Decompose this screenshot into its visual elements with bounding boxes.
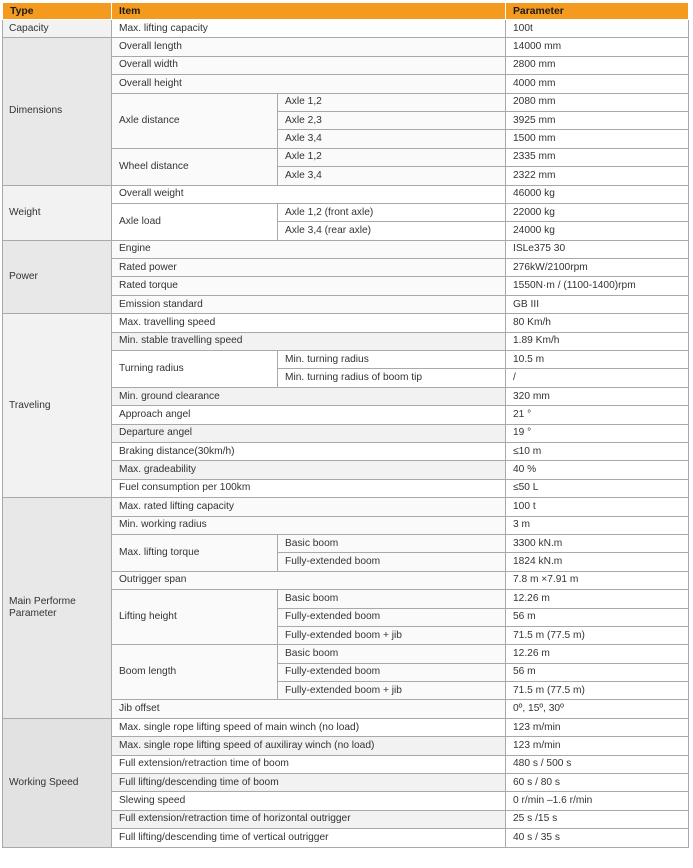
item-cell: Min. stable travelling speed xyxy=(112,332,506,350)
parameter-cell: ISLe375 30 xyxy=(506,240,689,258)
parameter-cell: 4000 mm xyxy=(506,75,689,93)
sub-item-cell: Min. turning radius of boom tip xyxy=(278,369,506,387)
parameter-cell: 46000 kg xyxy=(506,185,689,203)
parameter-cell: 320 mm xyxy=(506,387,689,405)
parameter-cell: 12.26 m xyxy=(506,590,689,608)
sub-item-cell: Min. turning radius xyxy=(278,351,506,369)
sub-item-cell: Axle 2,3 xyxy=(278,111,506,129)
item-cell: Wheel distance xyxy=(112,148,278,185)
sub-item-cell: Fully-extended boom xyxy=(278,608,506,626)
parameter-cell: 71.5 m (77.5 m) xyxy=(506,682,689,700)
item-cell: Max. gradeability xyxy=(112,461,506,479)
group-capacity xyxy=(3,20,689,38)
item-cell: Full extension/retraction time of boom xyxy=(112,755,506,773)
item-cell: Full lifting/descending time of vertical outrigger xyxy=(112,829,506,847)
parameter-cell: / xyxy=(506,369,689,387)
item-cell: Overall weight xyxy=(112,185,506,203)
item-cell: Full extension/retraction time of horizontal outrigger xyxy=(112,810,506,828)
parameter-cell: 56 m xyxy=(506,608,689,626)
item-cell: Rated torque xyxy=(112,277,506,295)
group-working-speed xyxy=(3,718,689,847)
parameter-cell: 24000 kg xyxy=(506,222,689,240)
parameter-cell: 40 % xyxy=(506,461,689,479)
parameter-cell: 56 m xyxy=(506,663,689,681)
parameter-cell: 3 m xyxy=(506,516,689,534)
item-cell: Outrigger span xyxy=(112,571,506,589)
parameter-cell: 123 m/min xyxy=(506,737,689,755)
group-power xyxy=(3,240,689,314)
parameter-cell: 7.8 m ×7.91 m xyxy=(506,571,689,589)
parameter-cell: 2800 mm xyxy=(506,56,689,74)
table-row xyxy=(3,38,689,56)
item-cell: Axle distance xyxy=(112,93,278,148)
sub-item-cell: Axle 3,4 (rear axle) xyxy=(278,222,506,240)
item-cell: Max. lifting capacity xyxy=(112,20,506,38)
parameter-cell: 22000 kg xyxy=(506,203,689,221)
specification-table xyxy=(2,2,689,848)
item-cell: Overall width xyxy=(112,56,506,74)
item-cell: Braking distance(30km/h) xyxy=(112,442,506,460)
item-cell: Max. lifting torque xyxy=(112,534,278,571)
parameter-cell: 0 r/min –1.6 r/min xyxy=(506,792,689,810)
parameter-cell: 60 s / 80 s xyxy=(506,774,689,792)
type-cell: Capacity xyxy=(3,20,112,38)
parameter-cell: 2322 mm xyxy=(506,167,689,185)
parameter-cell: 19 ° xyxy=(506,424,689,442)
parameter-cell: 1500 mm xyxy=(506,130,689,148)
item-cell: Lifting height xyxy=(112,590,278,645)
table-row xyxy=(3,240,689,258)
parameter-cell: 100t xyxy=(506,20,689,38)
parameter-cell: 14000 mm xyxy=(506,38,689,56)
parameter-cell: 1824 kN.m xyxy=(506,553,689,571)
item-cell: Overall height xyxy=(112,75,506,93)
table-row xyxy=(3,718,689,736)
parameter-cell: GB III xyxy=(506,295,689,313)
sub-item-cell: Fully-extended boom + jib xyxy=(278,626,506,644)
parameter-cell: 3925 mm xyxy=(506,111,689,129)
sub-item-cell: Fully-extended boom xyxy=(278,663,506,681)
group-dimensions xyxy=(3,38,689,185)
parameter-cell: 480 s / 500 s xyxy=(506,755,689,773)
item-cell: Max. single rope lifting speed of main winch (no load) xyxy=(112,718,506,736)
sub-item-cell: Basic boom xyxy=(278,534,506,552)
item-cell: Full lifting/descending time of boom xyxy=(112,774,506,792)
header-item: Item xyxy=(112,3,506,20)
parameter-cell: 71.5 m (77.5 m) xyxy=(506,626,689,644)
parameter-cell: 12.26 m xyxy=(506,645,689,663)
item-cell: Slewing speed xyxy=(112,792,506,810)
parameter-cell: 10.5 m xyxy=(506,351,689,369)
sub-item-cell: Fully-extended boom xyxy=(278,553,506,571)
item-cell: Max. rated lifting capacity xyxy=(112,498,506,516)
parameter-cell: 2080 mm xyxy=(506,93,689,111)
parameter-cell: ≤10 m xyxy=(506,442,689,460)
parameter-cell: 80 Km/h xyxy=(506,314,689,332)
sub-item-cell: Basic boom xyxy=(278,645,506,663)
type-cell: Main Performe Parameter xyxy=(3,498,112,719)
parameter-cell: 100 t xyxy=(506,498,689,516)
parameter-cell: 2335 mm xyxy=(506,148,689,166)
sub-item-cell: Fully-extended boom + jib xyxy=(278,682,506,700)
parameter-cell: 276kW/2100rpm xyxy=(506,259,689,277)
item-cell: Max. travelling speed xyxy=(112,314,506,332)
parameter-cell: ≤50 L xyxy=(506,479,689,497)
type-cell: Traveling xyxy=(3,314,112,498)
parameter-cell: 3300 kN.m xyxy=(506,534,689,552)
table-row xyxy=(3,498,689,516)
item-cell: Min. ground clearance xyxy=(112,387,506,405)
sub-item-cell: Axle 1,2 xyxy=(278,148,506,166)
group-traveling xyxy=(3,314,689,498)
header-row xyxy=(3,3,689,20)
parameter-cell: 25 s /15 s xyxy=(506,810,689,828)
item-cell: Rated power xyxy=(112,259,506,277)
header-parameter: Parameter xyxy=(506,3,689,20)
type-cell: Weight xyxy=(3,185,112,240)
sub-item-cell: Axle 3,4 xyxy=(278,130,506,148)
type-cell: Dimensions xyxy=(3,38,112,185)
sub-item-cell: Basic boom xyxy=(278,590,506,608)
table-header xyxy=(3,3,689,20)
item-cell: Axle load xyxy=(112,203,278,240)
item-cell: Jib offset xyxy=(112,700,506,718)
item-cell: Boom length xyxy=(112,645,278,700)
table-row xyxy=(3,185,689,203)
item-cell: Emission standard xyxy=(112,295,506,313)
item-cell: Max. single rope lifting speed of auxiliray winch (no load) xyxy=(112,737,506,755)
parameter-cell: 123 m/min xyxy=(506,718,689,736)
sub-item-cell: Axle 1,2 (front axle) xyxy=(278,203,506,221)
parameter-cell: 0º, 15º, 30º xyxy=(506,700,689,718)
table-row xyxy=(3,314,689,332)
item-cell: Min. working radius xyxy=(112,516,506,534)
sub-item-cell: Axle 1,2 xyxy=(278,93,506,111)
parameter-cell: 1.89 Km/h xyxy=(506,332,689,350)
sub-item-cell: Axle 3,4 xyxy=(278,167,506,185)
parameter-cell: 1550N·m / (1100-1400)rpm xyxy=(506,277,689,295)
type-cell: Working Speed xyxy=(3,718,112,847)
item-cell: Turning radius xyxy=(112,351,278,388)
parameter-cell: 21 ° xyxy=(506,406,689,424)
table-row xyxy=(3,20,689,38)
item-cell: Departure angel xyxy=(112,424,506,442)
type-cell: Power xyxy=(3,240,112,314)
item-cell: Overall length xyxy=(112,38,506,56)
header-type: Type xyxy=(3,3,112,20)
parameter-cell: 40 s / 35 s xyxy=(506,829,689,847)
item-cell: Fuel consumption per 100km xyxy=(112,479,506,497)
group-main-performance xyxy=(3,498,689,719)
group-weight xyxy=(3,185,689,240)
item-cell: Engine xyxy=(112,240,506,258)
item-cell: Approach angel xyxy=(112,406,506,424)
